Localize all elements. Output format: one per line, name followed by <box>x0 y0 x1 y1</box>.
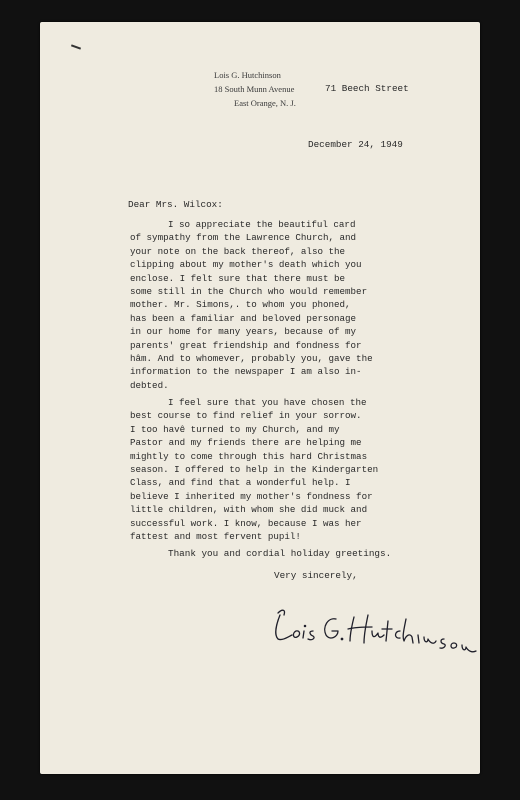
handwritten-signature <box>268 597 488 667</box>
paragraph-line: debted. <box>130 379 169 391</box>
paragraph-line: information to the newspaper I am also in- <box>130 366 362 378</box>
salutation: Dear Mrs. Wilcox: <box>128 199 223 210</box>
paragraph-line: has been a familiar and beloved personage <box>130 312 357 324</box>
paragraph-line: Pastor and my friends there are helping me <box>130 437 362 449</box>
letterhead <box>208 68 328 110</box>
paragraph-line: successful work. I know, because I was her <box>130 517 362 529</box>
paragraph-line: I too havê turned to my Church, and my <box>130 423 340 435</box>
paragraph-line: believe I inherited my mother's fondness for <box>130 490 373 502</box>
paragraph-line: little children, with whom she did muck and <box>130 504 368 516</box>
paragraph-line: I so appreciate the beautiful card <box>168 219 356 230</box>
letter-date: December 24, 1949 <box>308 139 403 150</box>
paragraph-line: season. I offered to help in the Kindergarten <box>130 464 379 476</box>
paragraph-line: hâm. And to whomever, probably you, gave the <box>130 353 373 365</box>
paragraph-line: your note on the back thereof, also the <box>130 245 346 257</box>
return-address: 71 Beech Street <box>325 83 409 94</box>
letterhead-city: East Orange, N. J. <box>234 98 296 108</box>
paragraph-line: mightly to come through this hard Christmas <box>130 450 368 462</box>
letterhead-street: 18 South Munn Avenue <box>214 84 295 94</box>
paragraph-line: I feel sure that you have chosen the <box>168 397 367 408</box>
paragraph-line: mother. Mr. Simons,. to whom you phoned, <box>130 299 351 311</box>
valediction: Very sincerely, <box>274 570 358 581</box>
paragraph-line: clipping about my mother's death which you <box>130 259 362 271</box>
paragraph-line: parents' great friendship and fondness for <box>130 339 362 351</box>
paragraph-line: in our home for many years, because of my <box>130 326 357 338</box>
letter-page <box>40 22 480 774</box>
paragraph-line: of sympathy from the Lawrence Church, and <box>130 232 357 244</box>
paragraph-line: enclose. I felt sure that there must be <box>130 272 346 284</box>
paragraph-line: Class, and find that a wonderful help. I <box>130 477 351 489</box>
paragraph-1 <box>130 218 460 392</box>
letterhead-name: Lois G. Hutchinson <box>214 70 281 80</box>
paragraph-2 <box>130 396 460 543</box>
pencil-mark <box>71 44 81 49</box>
paragraph-line: fattest and most fervent pupil! <box>130 531 301 543</box>
closing-line: Thank you and cordial holiday greetings. <box>168 548 392 559</box>
paragraph-line: best course to find relief in your sorrow. <box>130 410 362 422</box>
paragraph-line: some still in the Church who would remember <box>130 286 368 298</box>
